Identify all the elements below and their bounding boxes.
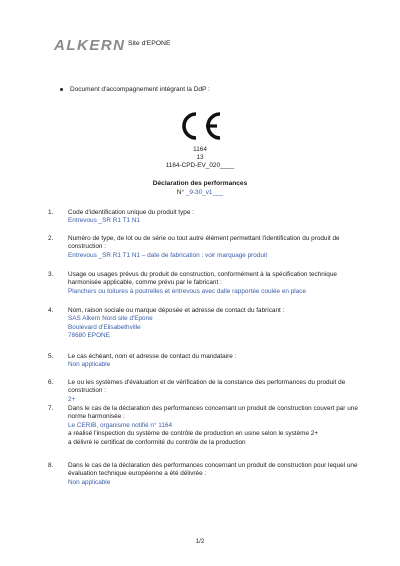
item-text: Dans le cas de la déclaration des performances concernant un produit de construction couvert par une norme harmonisée : xyxy=(68,405,358,421)
declaration-number xyxy=(0,189,400,196)
declaration-number-prefix: N° xyxy=(176,189,186,196)
item-number: 5. xyxy=(48,353,54,360)
ce-line-1: 1164 xyxy=(193,146,207,153)
item-text: Le ou les systèmes d'évaluation et de vérification de la constance des performances du produit de construction : xyxy=(68,379,346,395)
item-value: Le CERIB, organisme notifié n° 1164 xyxy=(68,421,173,429)
site-label: Site d'EPONE xyxy=(128,40,171,47)
item-number: 2. xyxy=(48,235,54,242)
item-7 xyxy=(48,405,368,447)
item-4 xyxy=(48,307,368,341)
item-value-extra: Boulevard d'Elisabethville xyxy=(68,323,141,331)
item-number: 3. xyxy=(48,271,54,278)
bullet-dot xyxy=(60,88,63,91)
ce-line-3: 1164-CPD-EV_020____ xyxy=(165,162,235,169)
item-value: Entrevous _SR R1 T1 N1 xyxy=(68,217,140,225)
item-3 xyxy=(48,271,368,296)
item-number: 1. xyxy=(48,209,54,216)
item-number: 8. xyxy=(48,462,54,469)
item-text: Usage ou usages prévus du produit de construction, conformément à la spécification technique harmonisée applicable, comme prévu par le fabricant : xyxy=(68,271,337,287)
item-number: 7. xyxy=(48,405,54,412)
item-6 xyxy=(48,379,368,404)
item-8 xyxy=(48,462,368,487)
intro-text: Document d'accompagnement intégrant la DdP : xyxy=(70,86,210,93)
item-value: Non applicable xyxy=(68,478,111,486)
page-number: 1/2 xyxy=(195,538,205,545)
item-value-city: 78680 EPONE xyxy=(68,332,110,340)
ce-line-2: 13 xyxy=(196,154,204,161)
declaration-title: Déclaration des performances xyxy=(152,180,248,187)
item-value: Entrevous _SR R1 T1 N1 – date de fabrication : voir marquage produit xyxy=(68,251,268,259)
item-number: 6. xyxy=(48,379,54,386)
alkern-logo: ALKERN xyxy=(54,37,126,54)
item-text: Dans le cas de la déclaration des performances concernant un produit de construction pour lequel une évaluation technique européenne a été délivrée : xyxy=(68,462,358,478)
item-value: SAS Alkern Nord site d'Epone xyxy=(68,315,153,323)
item-value: Non applicable xyxy=(68,361,111,369)
item-number: 4. xyxy=(48,307,54,314)
ce-mark-icon xyxy=(176,110,224,142)
item-7-line-2: a délivré le certificat de conformité du contrôle de la production xyxy=(68,438,246,446)
item-text: Numéro de type, de lot ou de série ou tout autre élément permettant l'identification du produit de construction : xyxy=(68,235,340,251)
item-text: Code d'identification unique du produit type : xyxy=(68,209,194,216)
item-value: 2+ xyxy=(68,395,76,403)
item-7-line-1: a réalisé l'inspection du système de contrôle de production en usine selon le système 2+ xyxy=(68,430,319,438)
item-2 xyxy=(48,235,368,260)
item-text: Le cas échéant, nom et adresse de contact du mandataire : xyxy=(68,353,237,360)
item-1 xyxy=(48,209,368,226)
item-5 xyxy=(48,353,368,370)
intro-bullet xyxy=(60,86,210,93)
item-text: Nom, raison sociale ou marque déposée et adresse de contact du fabricant : xyxy=(68,307,285,314)
declaration-number-value: _9-30_v1___ xyxy=(185,189,224,196)
item-value: Planchers ou toitures à poutrelles et entrevous avec dalle rapportée coulée en place xyxy=(68,287,307,295)
